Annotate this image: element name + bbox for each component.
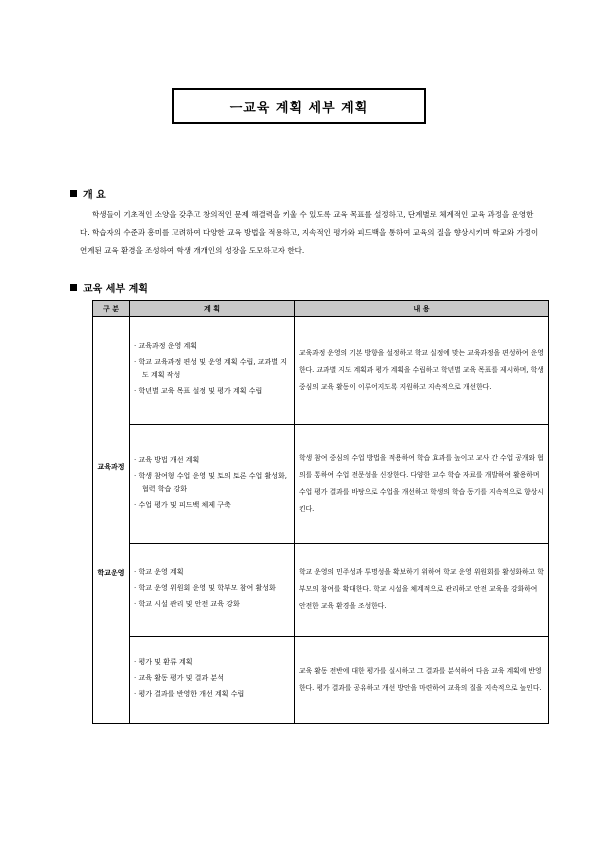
plan-item: · 교육 활동 평가 및 결과 분석: [134, 672, 290, 685]
plan-item: · 학생 참여형 수업 운영 및 토의 토론 수업 활성화, 협력 학습 강화: [134, 470, 290, 496]
intro-heading: [70, 186, 106, 201]
category-label: 교육과정: [97, 463, 125, 471]
header-plan: 계 획: [130, 301, 295, 317]
intro-heading-label: 개 요: [83, 190, 106, 201]
plan-item: · 학교 운영 위원회 운영 및 학부모 참여 활성화: [134, 582, 290, 595]
plan-item: · 교육 방법 개선 계획: [134, 454, 290, 467]
content-cell: 학생 참여 중심의 수업 방법을 적용하여 학습 효과를 높이고 교사 간 수업 공개와 협의를 통하여 수업 전문성을 신장한다. 다양한 교수 학습 자료를 개발하여 활용하며 수업 평가 결과를 바탕으로 수업을 개선하고 학생의 학습 동기를 지속적으로 향상시킨다.: [295, 425, 549, 544]
plan-table: [92, 300, 549, 724]
document-title: ㅡ교육 계획 세부 계획: [172, 88, 426, 124]
table-header-row: [93, 301, 549, 317]
square-bullet-icon: [70, 190, 77, 197]
plan-item: · 학교 교육과정 편성 및 운영 계획 수립, 교과별 지도 계획 작성: [134, 356, 290, 382]
header-category: 구 분: [93, 301, 130, 317]
plan-item: · 평가 결과를 반영한 개선 계획 수립: [134, 688, 290, 701]
square-bullet-icon: [70, 284, 77, 291]
plan-item: · 학교 시설 관리 및 안전 교육 강화: [134, 598, 290, 611]
table-row: [93, 544, 549, 636]
plan-heading-label: 교육 세부 계획: [83, 284, 148, 295]
plan-cell: [130, 425, 295, 544]
table-row: [93, 317, 549, 425]
plan-item: · 학교 운영 계획: [134, 566, 290, 579]
plan-cell: [130, 636, 295, 723]
plan-item: · 평가 및 환류 계획: [134, 656, 290, 669]
plan-cell: [130, 544, 295, 636]
content-cell: 학교 운영의 민주성과 투명성을 확보하기 위하여 학교 운영 위원회를 활성화하고 학부모의 참여를 확대한다. 학교 시설을 체계적으로 관리하고 안전 교육을 강화하여 안전한 교육 환경을 조성한다.: [295, 544, 549, 636]
plan-item: · 교육과정 운영 계획: [134, 340, 290, 353]
content-cell: 교육과정 운영의 기본 방향을 설정하고 학교 실정에 맞는 교육과정을 편성하여 운영한다. 교과별 지도 계획과 평가 계획을 수립하고 학년별 교육 목표를 제시하며, 학생 중심의 교육 활동이 이루어지도록 지원하고 지속적으로 개선한다.: [295, 317, 549, 425]
content-cell: 교육 활동 전반에 대한 평가를 실시하고 그 결과를 분석하여 다음 교육 계획에 반영한다. 평가 결과를 공유하고 개선 방안을 마련하여 교육의 질을 지속적으로 높인다.: [295, 636, 549, 723]
table-row: [93, 636, 549, 723]
plan-item: · 수업 평가 및 피드백 체제 구축: [134, 499, 290, 512]
plan-heading: [70, 280, 148, 295]
table-row: [93, 425, 549, 544]
category-label: 학교운영: [97, 569, 125, 577]
category-cell: [93, 317, 130, 724]
plan-item: · 학년별 교육 목표 설정 및 평가 계획 수립: [134, 385, 290, 398]
intro-paragraph: 학생들이 기초적인 소양을 갖추고 창의적인 문제 해결력을 키울 수 있도록 교육 목표를 설정하고, 단계별로 체계적인 교육 과정을 운영한다. 학습자의 수준과 흥미를 고려하여 다양한 교육 방법을 적용하고, 지속적인 평가와 피드백을 통하여 교육의 질을 향상시키며 학교와 가정이 연계된 교육 환경을 조성하여 학생 개개인의 성장을 도모하고자 한다.: [80, 210, 539, 255]
plan-cell: [130, 317, 295, 425]
header-content: 내 용: [295, 301, 549, 317]
